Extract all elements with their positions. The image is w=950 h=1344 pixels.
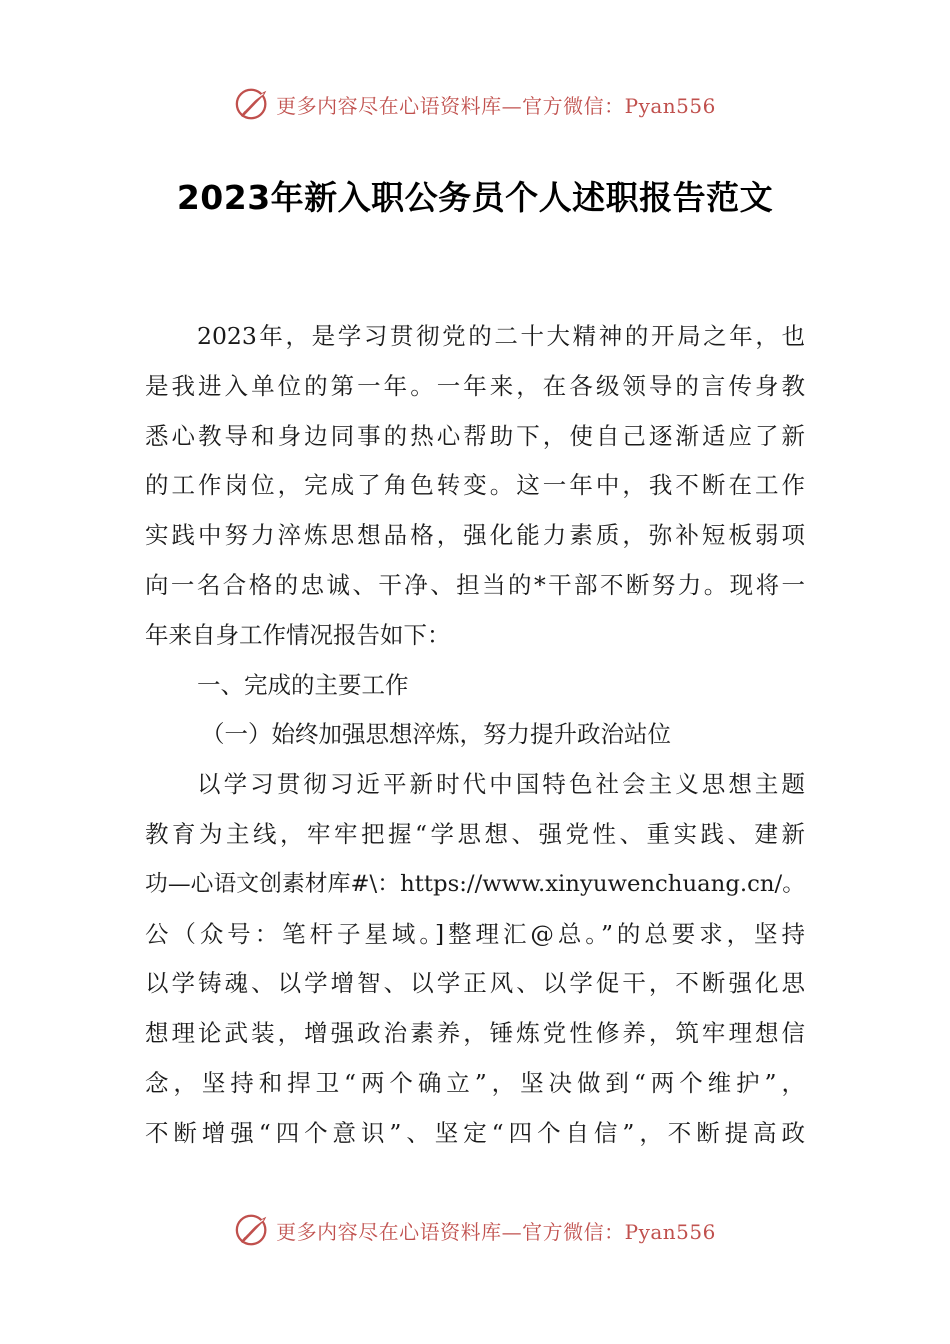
quill-logo-icon [234, 85, 272, 123]
paragraph-line: 功—心语文创素材库#\：https://www.xinyuwenchuang.cn/。 [145, 870, 805, 897]
paragraph-line: 2023年，是学习贯彻党的二十大精神的开局之年，也 [197, 322, 805, 350]
footer-watermark [0, 1210, 950, 1250]
paragraph-line: 不断增强“四个意识”、坚定“四个自信”，不断提高政 [145, 1118, 805, 1147]
document-body [145, 312, 805, 1159]
section-heading: 一、完成的主要工作 [197, 670, 409, 699]
paragraph-line: 向一名合格的忠诚、干净、担当的*干部不断努力。现将一 [145, 570, 805, 599]
paragraph-line: 想理论武装，增强政治素养，锤炼党性修养，筑牢理想信 [145, 1019, 805, 1048]
paragraph-line: 年来自身工作情况报告如下： [145, 620, 451, 649]
watermark-text: 更多内容尽在心语资料库—官方微信：Pyan556 [276, 93, 716, 118]
document-title: 2023年新入职公务员个人述职报告范文 [176, 178, 774, 217]
watermark-text: 更多内容尽在心语资料库—官方微信：Pyan556 [276, 1219, 716, 1244]
paragraph-line: 教育为主线，牢牢把握“学思想、强党性、重实践、建新 [145, 819, 805, 848]
paragraph-line: 是我进入单位的第一年。一年来，在各级领导的言传身教 [145, 371, 805, 400]
quill-logo-icon [234, 1211, 272, 1249]
subsection-heading: （一）始终加强思想淬炼，努力提升政治站位 [201, 720, 671, 749]
paragraph-line: 以学习贯彻习近平新时代中国特色社会主义思想主题 [197, 770, 805, 799]
paragraph-line: 以学铸魂、以学增智、以学正风、以学促干，不断强化思 [145, 969, 805, 998]
paragraph-line: 悉心教导和身边同事的热心帮助下，使自己逐渐适应了新 [145, 421, 805, 450]
paragraph-line: 实践中努力淬炼思想品格，强化能力素质，弥补短板弱项 [145, 521, 805, 550]
paragraph-line: 念，坚持和捍卫“两个确立”，坚决做到“两个维护”， [145, 1068, 805, 1097]
header-watermark [0, 84, 950, 124]
paragraph-line: 公（众号：笔杆子星域。]整理汇@总。”的总要求，坚持 [145, 919, 805, 948]
paragraph-line: 的工作岗位，完成了角色转变。这一年中，我不断在工作 [145, 471, 805, 500]
